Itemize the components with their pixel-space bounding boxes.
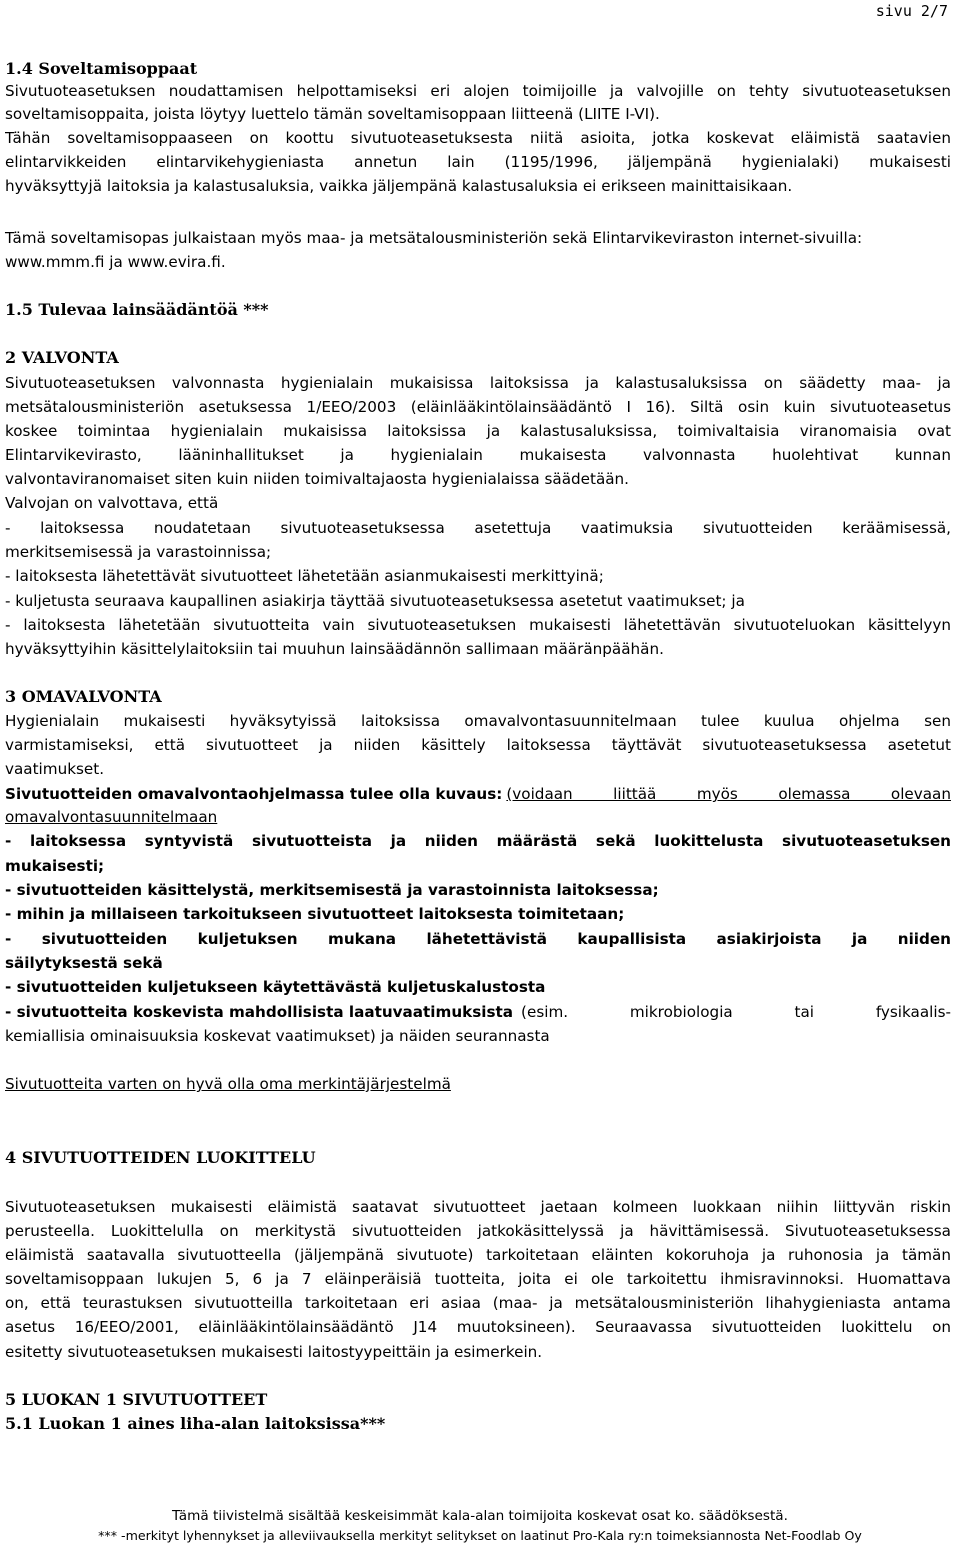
text-line: perusteella. Luokittelulla on merkitystä sivutuotteiden jatkokäsittelyssä ja hävittämisessä. Sivutuoteasetuksessa	[5, 1222, 951, 1240]
bold-list-item: - sivutuotteiden käsittelystä, merkitsemisestä ja varastoinnista laitoksessa;	[5, 881, 659, 899]
section-5-1-heading: 5.1 Luokan 1 aines liha-alan laitoksissa***	[5, 1414, 386, 1433]
section-5-heading: 5 LUOKAN 1 SIVUTUOTTEET	[5, 1390, 268, 1409]
list-item: - laitoksesta lähetetään sivutuotteita vain sivutuoteasetuksen mukaisesti lähetettävän sivutuoteluokan käsittelyyn	[5, 616, 951, 634]
text-line: www.mmm.fi ja www.evira.fi.	[5, 253, 226, 271]
bold-list-item: - mihin ja millaiseen tarkoitukseen sivutuotteet laitoksesta toimitetaan;	[5, 905, 625, 923]
list-item: - laitoksessa noudatetaan sivutuoteasetuksessa asetettuja vaatimuksia sivutuotteiden keräämisessä,	[5, 519, 951, 537]
bold-part: - sivutuotteita koskevista mahdollisista laatuvaatimuksista	[5, 1003, 514, 1021]
text-line: elintarvikkeiden elintarvikehygieniasta annetun lain (1195/1996, jäljempänä hygienialaki) mukaisesti	[5, 153, 951, 171]
text-line: Sivutuoteasetuksen valvonnasta hygienialain mukaisissa laitoksissa ja kalastusaluksissa on säädetty maa- ja	[5, 374, 951, 392]
text-line: koskee toimintaa hygienialain mukaisissa laitoksissa ja kalastusaluksissa, toimivaltaisia viranomaisia ovat	[5, 422, 951, 440]
normal-part: (esim. mikrobiologia tai fysikaalis-	[521, 1003, 951, 1021]
text-line: soveltamisoppaita, joista löytyy luettelo tämän soveltamisoppaan liitteenä (LIITE I-VI).	[5, 105, 660, 123]
section-1-5-heading: 1.5 Tulevaa lainsäädäntöä ***	[5, 300, 269, 319]
section-3-heading: 3 OMAVALVONTA	[5, 687, 162, 706]
text-line: valvontaviranomaiset siten kuin niiden toimivaltajaosta hygienialaissa säädetään.	[5, 470, 630, 488]
bold-list-item: - sivutuotteiden kuljetukseen käytettävästä kuljetuskalustosta	[5, 978, 546, 996]
description-underline: (voidaan liittää myös olemassa olevaan	[506, 785, 951, 803]
bold-list-item-cont: säilytyksestä sekä	[5, 954, 163, 972]
list-item: - kuljetusta seuraava kaupallinen asiakirja täyttää sivutuoteasetuksessa asetetut vaatimukset; ja	[5, 592, 745, 610]
footer-line-1: Tämä tiivistelmä sisältää keskeisimmät kala-alan toimijoita koskevat osat ko. säädöksestä.	[172, 1508, 788, 1524]
text-line: eläimistä saatavalla sivutuotteella (jäljempänä sivutuote) tarkoitetaan eläinten kokoruhoja ja ruhonosia ja tämän	[5, 1246, 951, 1264]
text-line: asetus 16/EEO/2001, eläinlääkintölainsäädäntö J14 muutoksineen). Seuraavassa sivutuotteiden luokittelu on	[5, 1318, 951, 1336]
text-line: metsätalousministeriön asetuksessa 1/EEO/2003 (eläinlääkintölainsäädäntö I 16). Siltä osin kuin sivutuoteasetus	[5, 398, 951, 416]
note-underline: Sivutuotteita varten on hyvä olla oma merkintäjärjestelmä	[5, 1075, 451, 1093]
list-item: - laitoksesta lähetettävät sivutuotteet lähetetään asianmukaisesti merkittyinä;	[5, 567, 604, 585]
section-4-heading: 4 SIVUTUOTTEIDEN LUOKITTELU	[5, 1148, 316, 1167]
bold-list-item-cont: mukaisesti;	[5, 857, 105, 875]
list-item-cont: merkitsemisessä ja varastoinnissa;	[5, 543, 272, 561]
text-line: Sivutuoteasetuksen mukaisesti eläimistä saatavat sivutuotteet jaetaan kolmeen luokkaan niihin liittyvän riskin	[5, 1198, 951, 1216]
text-line: soveltamisoppaan lukujen 5, 6 ja 7 eläinperäisiä tuotteita, joita ei ole tarkoitettu ihmisravinnoksi. Huomattava	[5, 1270, 951, 1288]
section-1-4-heading: 1.4 Soveltamisoppaat	[5, 59, 198, 78]
section-2-heading: 2 VALVONTA	[5, 348, 119, 367]
text-line: kemiallisia ominaisuuksia koskevat vaatimukset) ja näiden seurannasta	[5, 1027, 550, 1045]
text-line: esitetty sivutuoteasetuksen mukaisesti laitostyypeittäin ja esimerkein.	[5, 1343, 543, 1361]
text-line: hyväksyttyjä laitoksia ja kalastusaluksia, vaikka jäljempänä kalastusaluksia ei erikseen mainittaisikaan.	[5, 177, 793, 195]
text-line: Valvojan on valvottava, että	[5, 494, 219, 512]
text-line: vaatimukset.	[5, 760, 105, 778]
text-line: Tämä soveltamisopas julkaistaan myös maa- ja metsätalousministeriön sekä Elintarvikeviraston internet-sivuilla:	[5, 229, 863, 247]
bold-list-item: - laitoksessa syntyvistä sivutuotteista ja niiden määrästä sekä luokittelusta sivutuoteasetuksen	[5, 832, 951, 850]
text-line: varmistamiseksi, että sivutuotteet ja niiden käsittely laitoksessa täyttävät sivutuoteasetuksessa asetetut	[5, 736, 951, 754]
footer-line-2: *** -merkityt lyhennykset ja alleviivauksella merkityt selitykset on laatinut Pro-Kala ry:n toimeksiannosta Net-Foodlab Oy	[98, 1528, 862, 1543]
text-line: Sivutuoteasetuksen noudattamisen helpottamiseksi eri alojen toimijoille ja valvojille on tehty sivutuoteasetuksen	[5, 82, 951, 100]
description-line	[5, 783, 951, 805]
bold-list-item: - sivutuotteiden kuljetuksen mukana lähetettävistä kaupallisista asiakirjoista ja niiden	[5, 930, 951, 948]
text-line: Elintarvikevirasto, lääninhallitukset ja hygienialain mukaisesta valvonnasta huolehtivat kunnan	[5, 446, 951, 464]
mixed-list-item	[5, 1001, 951, 1023]
list-item-cont: hyväksyttyihin käsittelylaitoksiin tai muuhun lainsäädännön sallimaan määränpäähän.	[5, 640, 664, 658]
text-line: Hygienialain mukaisesti hyväksytyissä laitoksissa omavalvontasuunnitelmaan tulee kuulua ohjelma sen	[5, 712, 951, 730]
page-number: sivu 2/7	[875, 2, 948, 20]
description-underline-cont: omavalvontasuunnitelmaan	[5, 808, 218, 826]
text-line: Tähän soveltamisoppaaseen on koottu sivutuoteasetuksesta niitä asioita, jotka koskevat eläimistä saatavien	[5, 129, 951, 147]
description-bold: Sivutuotteiden omavalvontaohjelmassa tulee olla kuvaus:	[5, 785, 503, 803]
text-line: on, että teurastuksen sivutuotteilla tarkoitetaan eri asiaa (maa- ja metsätalousministeriön lihahygieniasta antama	[5, 1294, 951, 1312]
